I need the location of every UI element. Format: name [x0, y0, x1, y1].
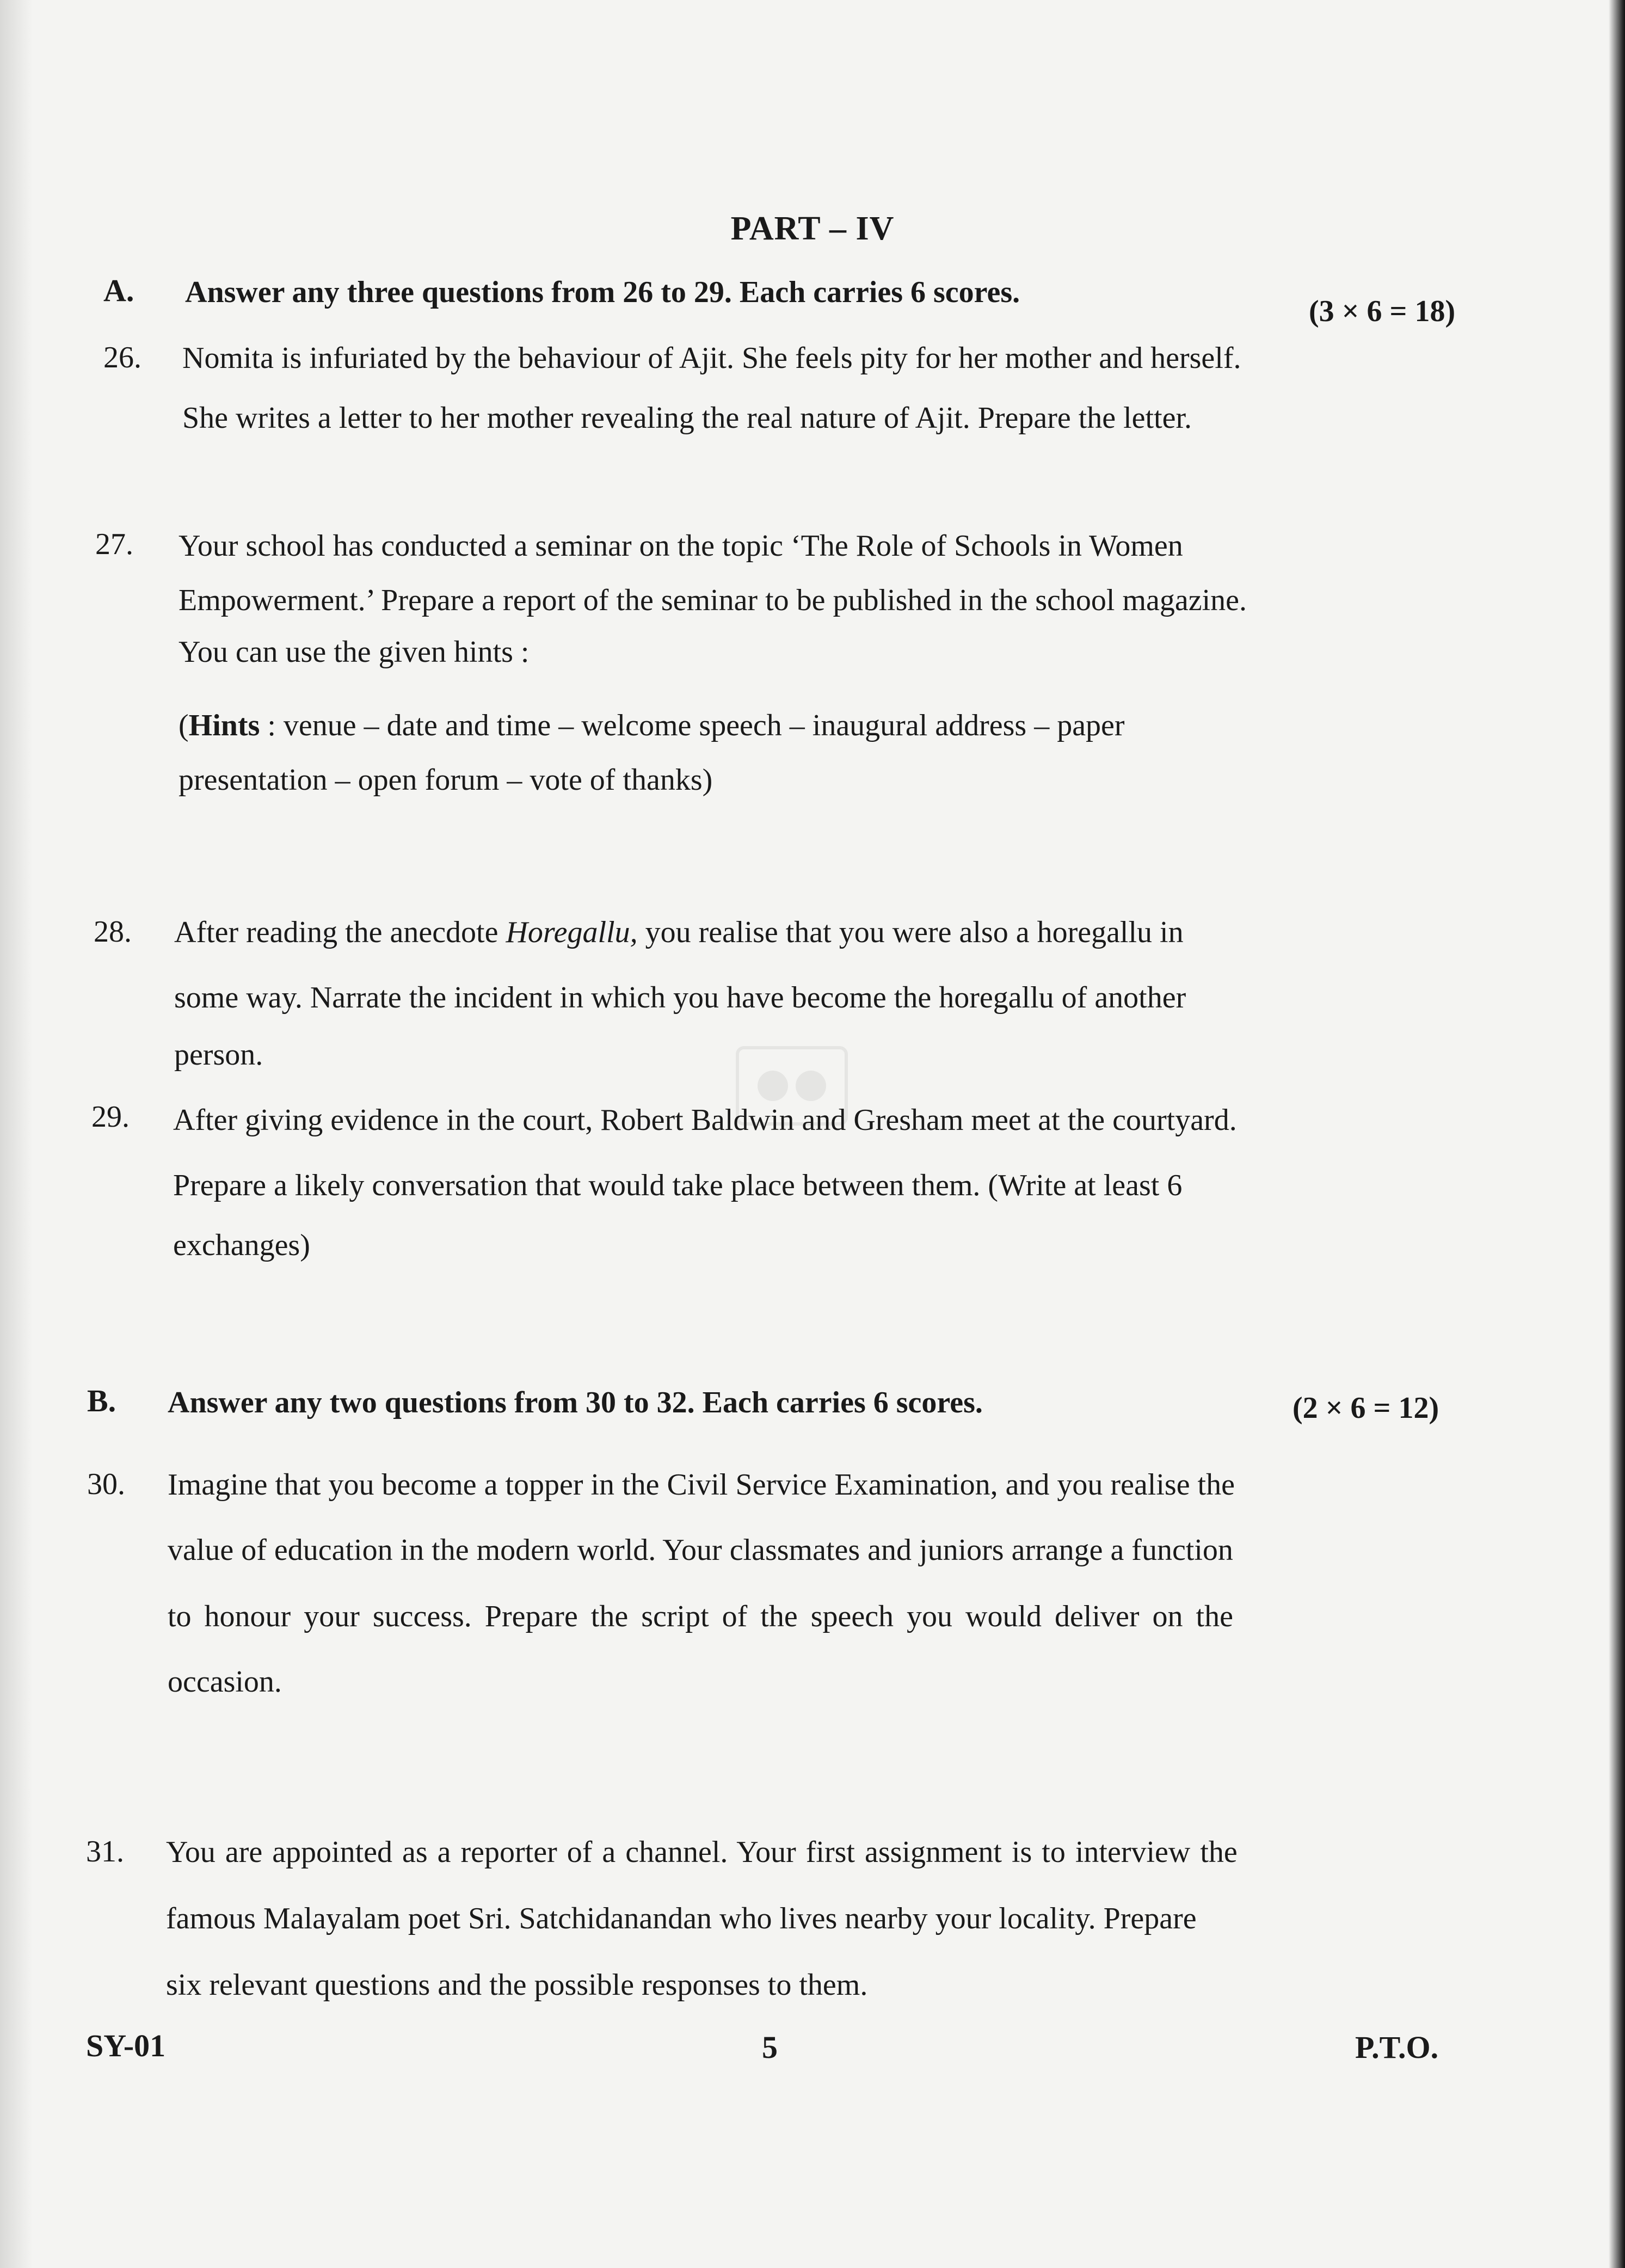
question-29-line-2: Prepare a likely conversation that would take place between them. (Write at least 6 [173, 1169, 1183, 1202]
question-27-hints-label: Hints [188, 709, 260, 742]
question-29-line-1: After giving evidence in the court, Robert Baldwin and Gresham meet at the courtyard. [173, 1103, 1237, 1137]
question-31-line-3: six relevant questions and the possible responses to them. [166, 1968, 868, 2002]
question-28-number: 28. [94, 915, 132, 949]
question-26-number: 26. [103, 341, 141, 374]
question-31-line-2: famous Malayalam poet Sri. Satchidanandan who lives nearby your locality. Prepare [166, 1902, 1197, 1935]
question-26-line-2: She writes a letter to her mother revealing the real nature of Ajit. Prepare the letter. [182, 401, 1192, 435]
question-30-line-3: to honour your success. Prepare the script of the speech you would deliver on the [168, 1600, 1233, 1633]
section-a-marks: (3 × 6 = 18) [1309, 294, 1456, 328]
question-27-hints-text: : venue – date and time – welcome speech – inaugural address – paper [260, 709, 1125, 742]
question-28-title-horegallu: Horegallu, [506, 915, 638, 949]
question-28-text [174, 917, 1186, 1070]
section-b-marks: (2 × 6 = 12) [1292, 1391, 1439, 1425]
question-27-number: 27. [95, 527, 133, 561]
question-28-line-1-start: After reading the anecdote [174, 915, 506, 949]
section-b-letter: B. [87, 1383, 116, 1418]
watermark-circle-left [758, 1071, 788, 1101]
question-27-hints-line-1 [178, 710, 1247, 765]
question-27-line-1: Your school has conducted a seminar on the topic ‘The Role of Schools in Women [178, 529, 1183, 563]
section-a-instruction: Answer any three questions from 26 to 29. Each carries 6 scores. [185, 275, 1020, 309]
section-b-instruction: Answer any two questions from 30 to 32. Each carries 6 scores. [168, 1386, 983, 1419]
question-30-line-4: occasion. [168, 1665, 282, 1699]
page-right-edge [1609, 0, 1625, 2268]
question-29-text [173, 1105, 1237, 1261]
question-29-number: 29. [91, 1100, 130, 1134]
footer-page-number: 5 [762, 2030, 778, 2065]
part-title: PART – IV [730, 210, 895, 247]
question-30-line-1: Imagine that you become a topper in the Civil Service Examination, and you realise the [168, 1468, 1235, 1502]
question-31-line-1: You are appointed as a reporter of a channel. Your first assignment is to interview the [166, 1835, 1238, 1869]
question-31-number: 31. [86, 1835, 124, 1869]
question-29-line-3: exchanges) [173, 1228, 310, 1262]
question-31-text [166, 1837, 1238, 2000]
question-28-line-1 [174, 917, 1186, 982]
question-27-text [178, 531, 1247, 795]
footer-paper-code: SY-01 [86, 2028, 166, 2063]
section-a-letter: A. [103, 273, 134, 308]
question-27-hints-line-2: presentation – open forum – vote of thanks) [178, 763, 713, 797]
question-30-line-2: value of education in the modern world. Your classmates and juniors arrange a function [168, 1533, 1233, 1567]
question-28-line-1-end: you realise that you were also a horegallu in [637, 915, 1184, 949]
question-27-line-3: You can use the given hints : [178, 635, 530, 669]
question-30-text [168, 1470, 1235, 1697]
question-28-line-2: some way. Narrate the incident in which you have become the horegallu of another [174, 981, 1186, 1015]
footer-pto: P.T.O. [1355, 2030, 1439, 2065]
question-30-number: 30. [87, 1467, 125, 1501]
question-27-hints-open: ( [178, 709, 189, 742]
watermark-circle-right [796, 1071, 826, 1101]
page-left-shadow [0, 0, 33, 2268]
question-27-line-2: Empowerment.’ Prepare a report of the seminar to be published in the school magazine. [178, 583, 1247, 617]
question-28-line-3: person. [174, 1038, 263, 1072]
question-26-text [182, 343, 1241, 433]
question-26-line-1: Nomita is infuriated by the behaviour of Ajit. She feels pity for her mother and herself. [182, 341, 1241, 375]
